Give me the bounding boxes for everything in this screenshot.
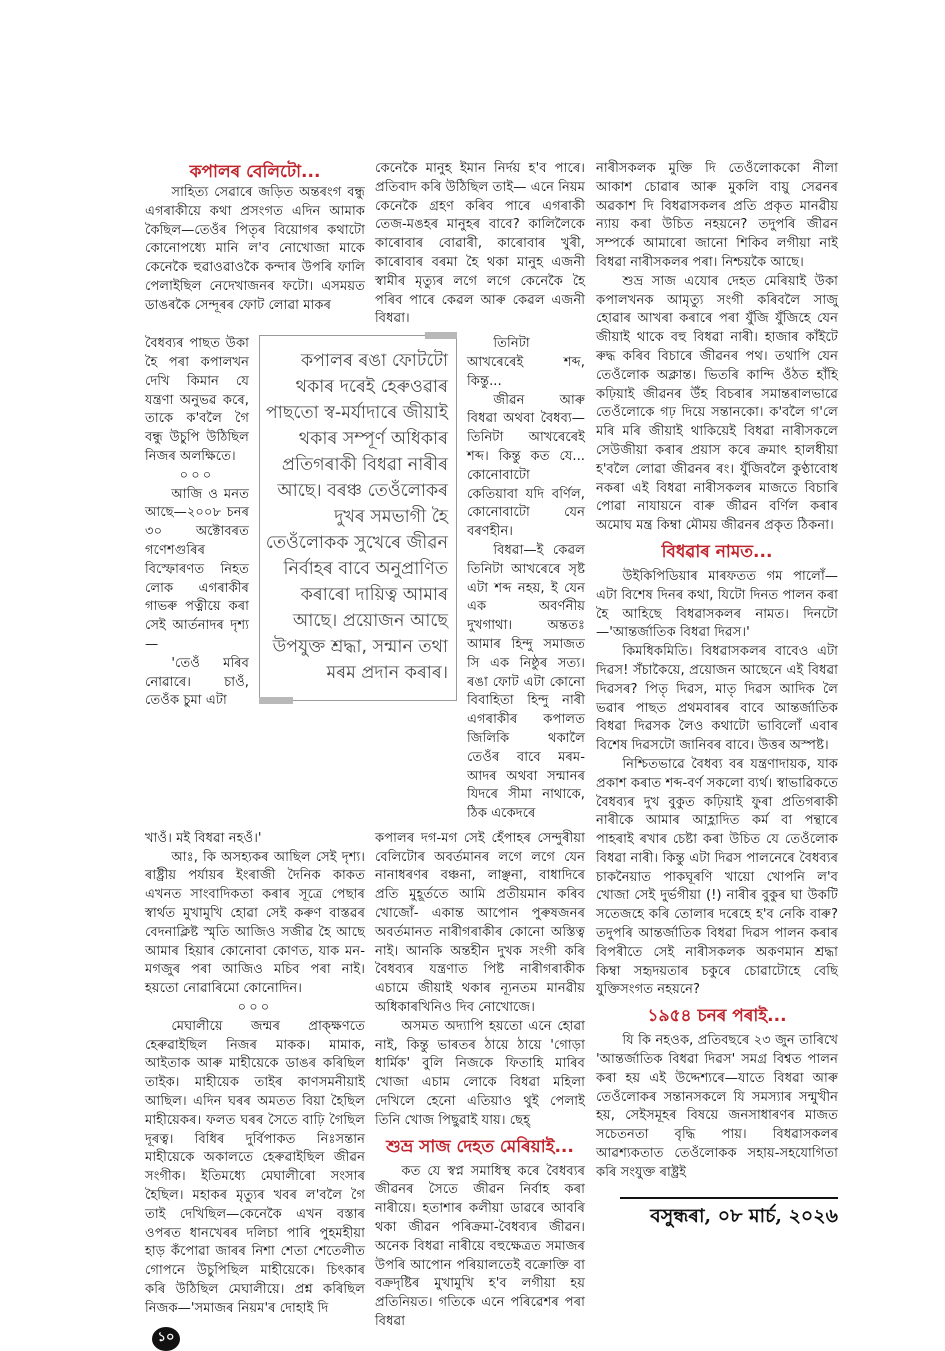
pull-quote-row: [145, 335, 585, 824]
paragraph: আজি ও মনত আছে—২০০৮ চনৰ ৩০ অক্টোবৰত গণেশগুৰিৰ বিস্ফোৰণত নিহত লোক এগৰাকীৰ গাভৰু পত্নীয়ে কৰা সেই আৰ্তনাদৰ দৃশ্য—: [145, 486, 249, 652]
paragraph: আঃ, কি অসহ্যকৰ আছিল সেই দৃশ্য। ৰাষ্ট্ৰীয় পৰ্যায়ৰ ইংৰাজী দৈনিক কাকত এখনত সাংবাদিকতা কৰাৰ সূত্ৰে পেছাৰ স্বাৰ্থত মুখামুখি হোৱা সেই কৰুণ বাস্তৱৰ বেদনাক্লিষ্ট স্মৃতি আজিও সজীৱ হৈ আছে আমাৰ হিয়াৰ কোনোবা কোণত, যাক মন-মগজুৰ পৰা আজিও মচিব পৰা নাই। হয়তো নোৱাৰিমো কোনোদিন।: [145, 849, 365, 997]
col2-bottom-cell: [375, 830, 585, 1332]
paragraph: কেনেকৈ মানুহ ইমান নিৰ্দয় হ'ব পাৰে। প্ৰতিবাদ কৰি উঠিছিল তাই— এনে নিয়ম কেনেকৈ গ্ৰহণ কৰিব পাৰে এগৰাকী তেজ-মঙহৰ মানুহৰ বাবে? কালিলৈকে কাৰোবাৰ বোৱাৰী, কাৰোবাৰ খুৰী, কাৰোবাৰ বৰমা হৈ থকা মানুহ এজনী স্বামীৰ মৃত্যুৰ লগে লগে কেনেকৈ হৈ পৰিব পাৰে কেৱল আৰু কেৱল এজনী বিধৱা।: [375, 161, 585, 327]
paragraph: সাহিত্য সেৱাৰে জড়িত অন্তৰংগ বন্ধু এগৰাকীয়ে কথা প্ৰসংগত এদিন আমাক কৈছিল—তেওঁৰ পিতৃৰ বিয়োগৰ কথাটো কোনোপধ্যে মানি ল'ব নোখোজা মাকে কেনেকৈ হুৱাওৱাওকৈ কন্দাৰ উপৰি ফালি পেলাইছিল নেদেখাজনৰ ফটো। এসময়ত ডাঙৰকৈ সেন্দূৰৰ ফোট লোৱা মাকৰ: [145, 185, 365, 313]
article-col2-top: [375, 160, 585, 329]
col1-top-cell: [145, 160, 365, 316]
paragraph: উইকিপিডিয়াৰ মাৰফতত গম পালোঁ—এটা বিশেষ দিনৰ কথা, যিটো দিনত পালন কৰা হৈ আহিছে বিধৱাসকলৰ নামত। দিনটো—'আন্তৰ্জাতিক বিধৱা দিৱস।': [596, 568, 838, 641]
paragraph: কিমধিকমিতি। বিধৱাসকলৰ বাবেও এটা দিৱস! সঁচাকৈয়ে, প্ৰয়োজন আছেনে এই বিধৱা দিৱসৰ? পিতৃ দিৱস, মাতৃ দিৱস আদিক লৈ ভৱাৰ পাছত প্ৰথমবাৰৰ বাবে আন্তৰ্জাতিক বিধৱা দিৱসক লৈও কথাটো ভাবিলোঁ এবাৰ বিশেষ দিৱসটো জানিবৰ বাবে। উত্তৰ অস্পষ্ট।: [596, 644, 838, 754]
quote-paragraph: 'তেওঁ মৰিব নোৱাৰে। চাওঁ, তেওঁক চুমা এটা: [145, 655, 249, 709]
article-col1-bottom: [145, 830, 365, 1319]
article-col3-top: [596, 160, 838, 536]
paragraph: যি কি নহওক, প্ৰতিবছৰে ২৩ জুন তাৰিখে 'আন্তৰ্জাতিক বিধৱা দিৱস' সমগ্ৰ বিশ্বত পালন কৰা হয় এই উদ্দেশ্যৰে—যাতে বিধৱা আৰু তেওঁলোকৰ সন্তানসকলে যি সমস্যাৰ সন্মুখীন হয়, সেইসমূহৰ বিষয়ে জনসাধাৰণৰ মাজত সচেতনতা বৃদ্ধি পায়। বিধৱাসকলৰ আৱশ্যকতাত তেওঁলোকক সহায়-সহযোগিতা কৰি সংযুক্ত ৰাষ্ট্ৰই: [596, 1033, 838, 1180]
article-col1-top: [145, 184, 365, 316]
paragraph: বিধৱা—ই কেৱল তিনিটা আখৰেৰে সৃষ্ট এটা শব্দ নহয়, ই যেন এক অবৰ্ণনীয় দুখগাথা। অন্ততঃ আমাৰ হিন্দু সমাজত সি এক নিষ্ঠুৰ সত্য। ৰঙা ফোট এটা কোনো বিবাহিতা হিন্দু নাৰী এগৰাকীৰ কপালত জিলিকি থকালৈ তেওঁৰ বাবে মৰম-আদৰ অথবা সন্মানৰ যিদৰে সীমা নাথাকে, ঠিক একেদৰে: [467, 542, 585, 822]
paragraph: কপালৰ দগ-মগ সেই হেঁপাহৰ সেন্দুৰীয়া বেলিটোৰ অবৰ্তমানৰ লগে লগে যেন নানাধৰণৰ বঞ্চনা, লাঞ্ছনা, বাধাদিৰে প্ৰতি মুহূৰ্ততে আমি প্ৰতীয়মান কৰিব খোজোঁ- একান্ত আপোন পুৰুষজনৰ অবৰ্তমানত নাৰীগৰাকীৰ কোনো অস্তিত্ব নাই। আনকি অন্তহীন দুখক সংগী কৰি বৈধব্যৰ যন্ত্ৰণাত পিষ্ট নাৰীগৰাকীক এচামে জীয়াই থকাৰ ন্যূনতম মানৱীয় অধিকাৰখিনিও দিব নোখোজে।: [375, 830, 585, 1016]
section-separator: ০০০: [237, 1000, 273, 1016]
section-heading-kopalor-belito: কপালৰ বেলিটো...: [189, 162, 321, 182]
section-separator: ০০০: [179, 467, 215, 483]
article-col1-narrow: [145, 335, 249, 711]
article-col2-bottom: [375, 1163, 585, 1332]
article-col3-bottom: [596, 1032, 838, 1182]
pull-quote-tab-bottom: [259, 697, 293, 704]
pull-quote-box: [259, 335, 457, 701]
top-row: [145, 160, 585, 329]
footer-rule: [620, 1197, 838, 1199]
paragraph: নাৰীসকলক মুক্তি দি তেওঁলোককো নীলা আকাশ চোৱাৰ আৰু মুকলি বায়ু সেৱনৰ অৱকাশ দি বিধৱাসকলৰ প্ৰতি প্ৰকৃত মানৱীয় ন্যায় কৰা উচিত নহয়নে? তদুপৰি জীৱন সম্পৰ্কে আমাৰো জানো শিকিব লগীয়া নাই বিধৱা নাৰীসকলৰ পৰা। নিশ্চয়কৈ আছে।: [596, 161, 838, 270]
col1-bottom-cell: [145, 830, 365, 1351]
paragraph: মেঘালীয়ে জন্মৰ প্ৰাক্‌ক্ষণতে হেৰুৱাইছিল নিজৰ মাকক। মামাক, আইতাক আৰু মাহীয়েকে ডাঙৰ কৰিছিল তাইক। মাহীয়েক তাইৰ কাণসমনীয়াই আছিল। এদিন ঘৰৰ অমতত বিয়া হৈছিল মাহীয়েকৰ। ফলত ঘৰৰ সৈতে বাঢ়ি গৈছিল দূৰত্ব। বিধিৰ দুৰ্বিপাকত নিঃসন্তান মাহীয়েকে অকালতে হেৰুৱাইছিল জীৱন সংগীক। ইতিমধ্যে মেঘালীৰো সংসাৰ হৈছিল। মহাকৰ মৃত্যুৰ খবৰ ল'বলৈ গৈ তাই দেখিছিল—কেনেকৈ এখন বস্তাৰ ওপৰত ধানখেৰৰ দলিচা পাৰি পুহমহীয়া হাড় কঁপোৱা জাৰৰ নিশা শেতা শেতেলীত গোপনে উচুপিছিল মাহীয়েকে। চিৎকাৰ কৰি উঠিছিল মেঘালীয়ে। প্ৰশ্ন কৰিছিল নিজক—'সমাজৰ নিয়ম'ৰ দোহাই দি: [145, 1018, 365, 1316]
paragraph: বৈধব্যৰ পাছত উকা হৈ পৰা কপালখন দেখি কিমান যে যন্ত্ৰণা অনুভৱ কৰে, তাকে ক'বলৈ গৈ বন্ধু উচুপি উঠিছিল নিজৰ অলক্ষিতে।: [145, 336, 249, 464]
section-heading-1954: ১৯৫৪ চনৰ পৰাই...: [647, 1006, 787, 1027]
page-number: ১০: [152, 1327, 180, 1351]
paragraph: তিনিটা আখৰেৰেই শব্দ, কিন্তু...: [467, 336, 585, 389]
article-col2-narrow: [467, 335, 585, 824]
bottom-row: [145, 830, 585, 1351]
paragraph: জীৱন আৰু বিধৱা অথবা বৈধব্য— তিনিটা আখৰেৰেই শব্দ। কিন্তু কত যে... কোনোবাটো কেতিয়াবা যদি বৰ্ণিল, কোনোবাটো যেন বৰণহীন।: [467, 392, 585, 540]
article-col2-mid: [375, 830, 585, 1131]
paragraph: কত যে স্বপ্ন সমাধিস্থ কৰে বৈধব্যৰ জীৱনৰ সৈতে জীৱন নিৰ্বাহ কৰা নাৰীয়ে। হতাশাৰ কলীয়া ডাৱৰে আবৰি থকা জীৱন পৰিক্ৰমা-বৈধব্যৰ জীৱন। অনেক বিধৱা নাৰীয়ে বহুক্ষেত্ৰত সমাজৰ উপৰি আপোন পৰিয়ালতেই বক্ৰোক্তি বা বক্ৰদৃষ্টিৰ মুখামুখি হ'ব লগীয়া হয় প্ৰতিনিয়ত। গতিকে এনে পৰিৱেশৰ পৰা বিধৱা: [375, 1163, 585, 1330]
paragraph: নিশ্চিতভাৱে বৈধব্য বৰ যন্ত্ৰণাদায়ক, যাক প্ৰকাশ কৰাত শব্দ-বৰ্ণ সকলো ব্যৰ্থ। স্বাভাৱিকতে বৈধব্যৰ দুখ বুকুত কঢ়িয়াই ফুৰা প্ৰতিগৰাকী নাৰীকে আমাৰ আহ্লাদিত কৰ্ম বা পন্থাৰে পাহৰাই ৰখাৰ চেষ্টা কৰা উচিত যে তেওঁলোক বিধৱা নাৰী। কিন্তু এটা দিৱস পালনেৰে বৈধব্যৰ চাকনৈয়াত পাকঘূৰণি খায়ো খোপনি ল'ব খোজা সেই দুৰ্ভগীয়া (!) নাৰীৰ বুকুৰ ঘা উকটি সতেজহে কৰি তোলাৰ দৰেহে হ'ব নেকি বাৰু? তদুপৰি আন্তৰ্জাতিক বিধৱা দিৱস পালন কৰাৰ বিপৰীতে সেই নাৰীসকলক অকণমান শ্ৰদ্ধা কিম্বা সহৃদয়তাৰ চকুৰে চোৱাটোহে বেছি যুক্তিসংগত নহয়নে?: [596, 756, 838, 998]
section-heading-shubhra-saj: শুভ্ৰ সাজ দেহত মেৰিয়াই...: [386, 1136, 574, 1157]
article-col3-mid: [596, 568, 838, 1000]
paragraph: খাওঁ। মই বিধৱা নহওঁ।': [145, 830, 262, 846]
article-col3: [596, 160, 838, 1229]
left-article-area: [145, 160, 585, 1351]
publication-dateline: বসুন্ধৰা, ০৮ মাৰ্চ, ২০২৬: [650, 1204, 838, 1227]
pull-quote-text: কপালৰ ৰঙা ফোটটো থকাৰ দৰেই হেৰুওৱাৰ পাছতো স্ব-মৰ্যাদাৰে জীয়াই থকাৰ সম্পূৰ্ণ অধিকাৰ প্ৰতিগৰাকী বিধৱা নাৰীৰ আছে। বৰঞ্চ তেওঁলোকৰ দুখৰ সমভাগী হৈ তেওঁলোকক সুখেৰে জীৱন নিৰ্বাহৰ বাবে অনুপ্ৰাণিত কৰাৰো দায়িত্ব আমাৰ আছে। প্ৰয়োজন আছে উপযুক্ত শ্ৰদ্ধা, সন্মান তথা মৰম প্ৰদান কৰাৰ।: [265, 351, 448, 684]
section-heading-bidhwar-namot: বিধৱাৰ নামত...: [661, 541, 773, 562]
pull-quote-tab-top: [425, 332, 457, 339]
paragraph: শুভ্ৰ সাজ এযোৰ দেহত মেৰিয়াই উকা কপালখনক আমৃত্যু সংগী কৰিবলৈ সাজু হোৱাৰ আখৰা কৰাৰে পৰা যুঁজি যুঁজিহে যেন জীয়াই থাকে বহু বিধৱা নাৰী। হাজাৰ কাঁইটে ৰুদ্ধ কৰিব বিচাৰে জীৱনৰ পথ। তথাপি যেন তেওঁলোক অক্লান্ত। ভিতৰি কান্দি ওঁঠত হাঁহি কঢ়িয়াই জীৱনৰ উঁহ বিচৰাৰ সমান্তৰালভাৱে তেওঁলোকে গঢ় দিয়ে সন্তানকো। ক'বলৈ গ'লে মৰি মৰি জীয়াই থাকিয়েই বিধৱা নাৰীসকলে সেউজীয়া কৰাৰ প্ৰয়াস কৰে ক্ৰমাৎ হালধীয়া হ'বলৈ লোৱা জীৱনৰ ৰং। যুঁজিবলৈ কুণ্ঠাবোধ নকৰা এই বিধৱা নাৰীসকলৰ মাজতে বিচাৰি পোৱা নাযায়নে বাৰু জীৱন বৰ্ণিল কৰাৰ অমোঘ মন্ত্ৰ কিম্বা মৌময় জীৱনৰ প্ৰকৃত ঠিকনা।: [596, 273, 838, 534]
paragraph: অসমত অদ্যাপি হয়তো এনে হোৱা নাই, কিন্তু ভাৰতৰ ঠায়ে ঠায়ে 'গোড়া ধাৰ্মিক' বুলি নিজকে ফিতাহি মাৰিব খোজা এচাম লোকে বিধৱা মহিলা দেখিলে হেনো এতিয়াও থুই পেলাই তিনি খোজ পিছুৱাই যায়। ছেহ্‌: [375, 1018, 585, 1128]
